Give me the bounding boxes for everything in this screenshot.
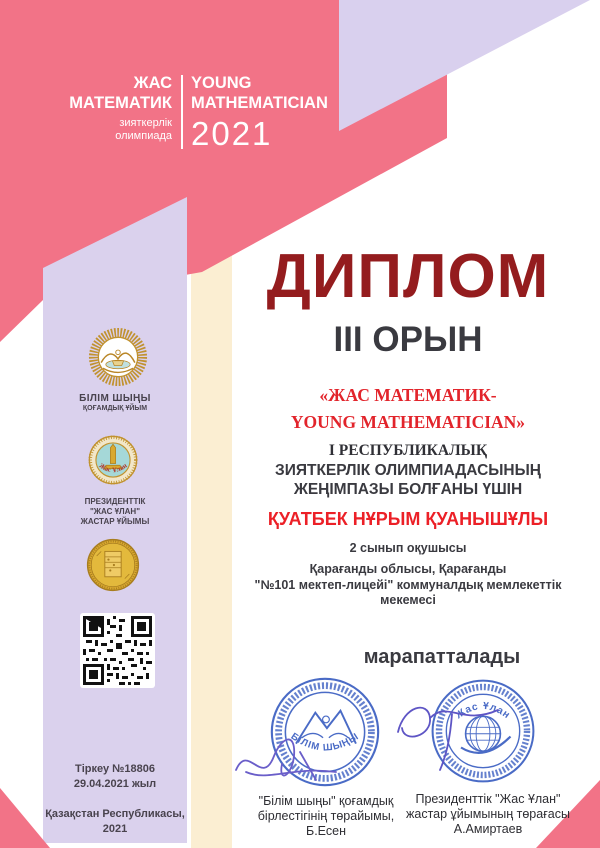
country-line1: Қазақстан Республикасы, (45, 808, 185, 820)
logo-kk-line2: МАТЕМАТИК (69, 93, 172, 112)
diploma-title: ДИПЛОМ (266, 242, 550, 311)
qr-code-icon (80, 613, 155, 688)
org2-line1: ПРЕЗИДЕНТТІК (84, 497, 146, 506)
recipient-grade: 2 сынып оқушысы (349, 541, 467, 556)
signatory-left-line3: Б.Есен (306, 824, 346, 838)
logo-kk-line1: ЖАС (133, 74, 172, 92)
logo-en-line2: MATHEMATICIAN (191, 93, 328, 112)
org1-type: ҚОҒАМДЫҚ ҰЙЫМ (82, 405, 148, 412)
signatory-right-line2: жастар ұйымының төрағасы (406, 807, 570, 821)
logo-year: 2021 (191, 114, 273, 152)
logo-kk-sub2: олимпиада (115, 129, 172, 142)
signatory-left-line2: бірлестігінің төрайымы, (257, 809, 395, 823)
zhas-ulan-badge-icon (85, 432, 141, 488)
school-line3: мекемесі (380, 592, 436, 607)
country-line2: 2021 (102, 822, 128, 835)
org1-name: БІЛІМ ШЫҢЫ (79, 393, 151, 404)
sidebar-org2-label (43, 497, 187, 527)
award-line1: І РЕСПУБЛИКАЛЫҚ (328, 442, 488, 460)
logo-kk-sub1: зияткерлік (119, 116, 172, 129)
stamp-left-label: БІЛІМ ШЫҢЫ (288, 730, 362, 754)
school-line1: Қарағанды облысы, Қарағанды (309, 562, 507, 577)
bilim-shyny-emblem-icon (88, 327, 148, 387)
org2-line2: "ЖАС ҰЛАН" (89, 507, 140, 516)
place-label: III ОРЫН (333, 320, 483, 359)
awarded-label: марапатталады (363, 646, 521, 669)
lavender-top-triangle (339, 0, 590, 131)
signatory-right-line1: Президенттік "Жас Ұлан" (415, 792, 561, 806)
registration-date: 29.04.2021 жыл (73, 778, 157, 791)
org2-line3: ЖАСТАР ҰЙЫМЫ (80, 517, 150, 526)
signatory-right-line3: А.Амиртаев (453, 822, 523, 836)
signatory-left-line1: "Білім шыңы" қоғамдық (258, 794, 394, 808)
signature-right (388, 690, 508, 780)
signatory-right (398, 792, 578, 837)
country-info (43, 807, 187, 837)
olympiad-name-line1: «ЖАС МАТЕМАТИК- (319, 385, 497, 405)
signatory-left (236, 794, 416, 839)
logo-divider (181, 75, 183, 149)
event-logo (48, 74, 328, 150)
award-line2: ЗИЯТКЕРЛІК ОЛИМПИАДАСЫНЫҢ (275, 461, 541, 479)
logo-en-line1: YOUNG (191, 74, 252, 92)
badge-curved-label: Жас Ұлан (97, 461, 129, 475)
diploma-content (232, 242, 584, 669)
registration-info (43, 762, 187, 793)
recipient-name: ҚУАТБЕК НҰРЫМ ҚУАНЫШҰЛЫ (267, 509, 549, 530)
registration-number: Тіркеу №18806 (75, 763, 155, 775)
medal-icon (84, 536, 142, 594)
sidebar-org1-label (43, 393, 187, 412)
olympiad-name-line2: YOUNG MATHEMATICIAN» (290, 412, 526, 433)
award-line3: ЖЕҢІМПАЗЫ БОЛҒАНЫ ҮШІН (293, 481, 523, 498)
school-line2: "№101 мектеп-лицейі" коммуналдық мемлекеттік (254, 577, 562, 592)
signature-left (226, 730, 356, 800)
stamp-right-label: Жас Ұлан (453, 700, 513, 722)
